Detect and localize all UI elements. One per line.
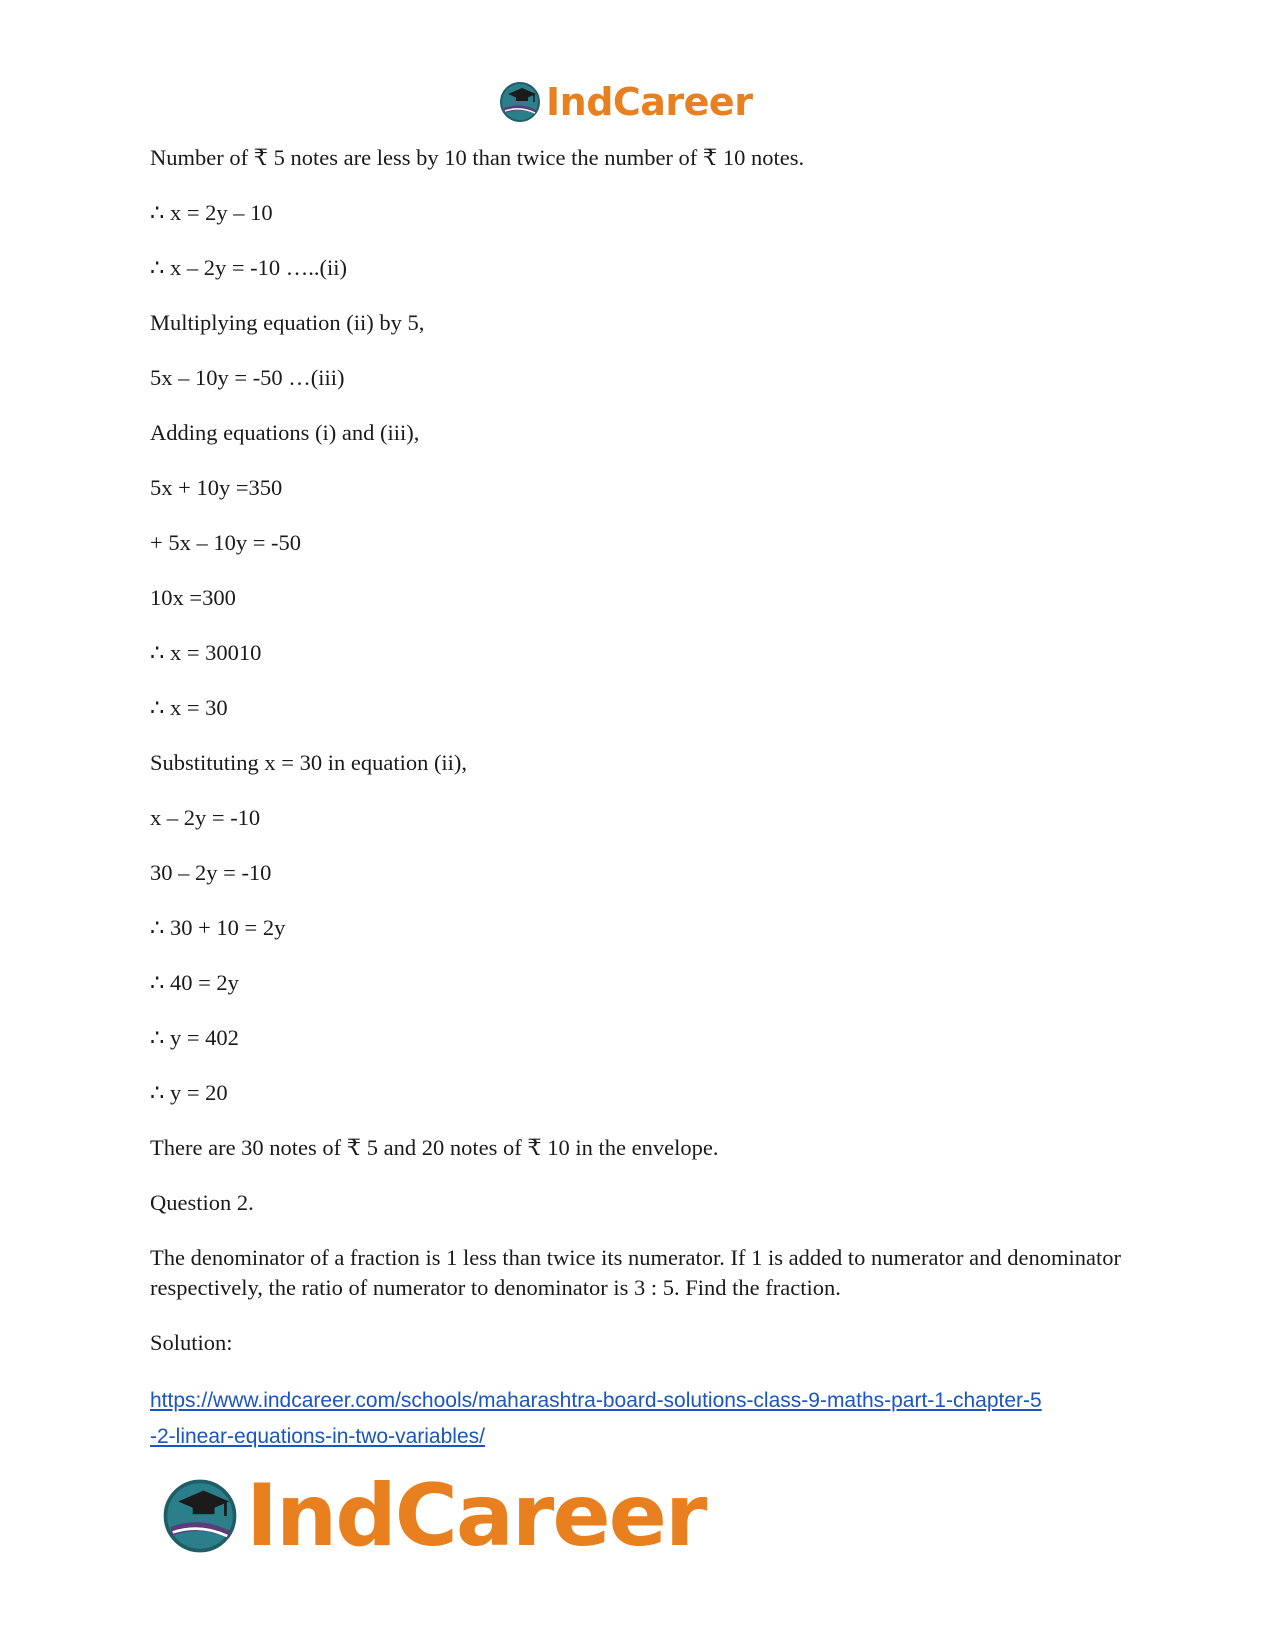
solution-label: Solution: xyxy=(150,1330,233,1355)
text-line: + 5x – 10y = -50 xyxy=(150,530,301,555)
text-line: ∴ y = 20 xyxy=(150,1080,228,1105)
text-line: 5x + 10y =350 xyxy=(150,475,283,500)
solution-link-line-2[interactable]: -2-linear-equations-in-two-variables/ xyxy=(150,1425,485,1448)
footer-logo xyxy=(160,1466,705,1566)
text-line: x – 2y = -10 xyxy=(150,805,261,830)
text-line: 5x – 10y = -50 …(iii) xyxy=(150,365,345,390)
text-line: Substituting x = 30 in equation (ii), xyxy=(150,750,468,775)
question-heading: Question 2. xyxy=(150,1190,254,1215)
question-text: The denominator of a fraction is 1 less than twice its numerator. If 1 is added to numerator and denominator respectively, the ratio of numerator to denominator is 3 : 5. Find the fraction. xyxy=(150,1245,1121,1300)
text-line: ∴ x – 2y = -10 …..(ii) xyxy=(150,255,347,280)
graduation-book-globe-icon xyxy=(160,1476,240,1556)
text-line: 10x =300 xyxy=(150,585,236,610)
text-line: Number of ₹ 5 notes are less by 10 than twice the number of ₹ 10 notes. xyxy=(150,145,805,170)
text-line: ∴ 30 + 10 = 2y xyxy=(150,915,286,940)
document-body xyxy=(150,143,1135,1455)
text-line: ∴ x = 2y – 10 xyxy=(150,200,273,225)
text-line: ∴ y = 402 xyxy=(150,1025,239,1050)
header-logo-text: IndCareer xyxy=(546,80,753,124)
text-line: ∴ x = 30010 xyxy=(150,640,262,665)
text-line: Multiplying equation (ii) by 5, xyxy=(150,310,425,335)
text-line: ∴ x = 30 xyxy=(150,695,228,720)
text-line: 30 – 2y = -10 xyxy=(150,860,272,885)
text-line: There are 30 notes of ₹ 5 and 20 notes of ₹ 10 in the envelope. xyxy=(150,1135,719,1160)
text-line: ∴ 40 = 2y xyxy=(150,970,239,995)
header-logo xyxy=(498,78,752,126)
solution-link-line-1[interactable]: https://www.indcareer.com/schools/maharashtra-board-solutions-class-9-maths-part-1-chapter-5 xyxy=(150,1389,1042,1412)
graduation-book-globe-icon xyxy=(498,80,542,124)
solution-link[interactable] xyxy=(150,1383,1135,1455)
footer-logo-text: IndCareer xyxy=(246,1466,706,1566)
text-line: Adding equations (i) and (iii), xyxy=(150,420,420,445)
